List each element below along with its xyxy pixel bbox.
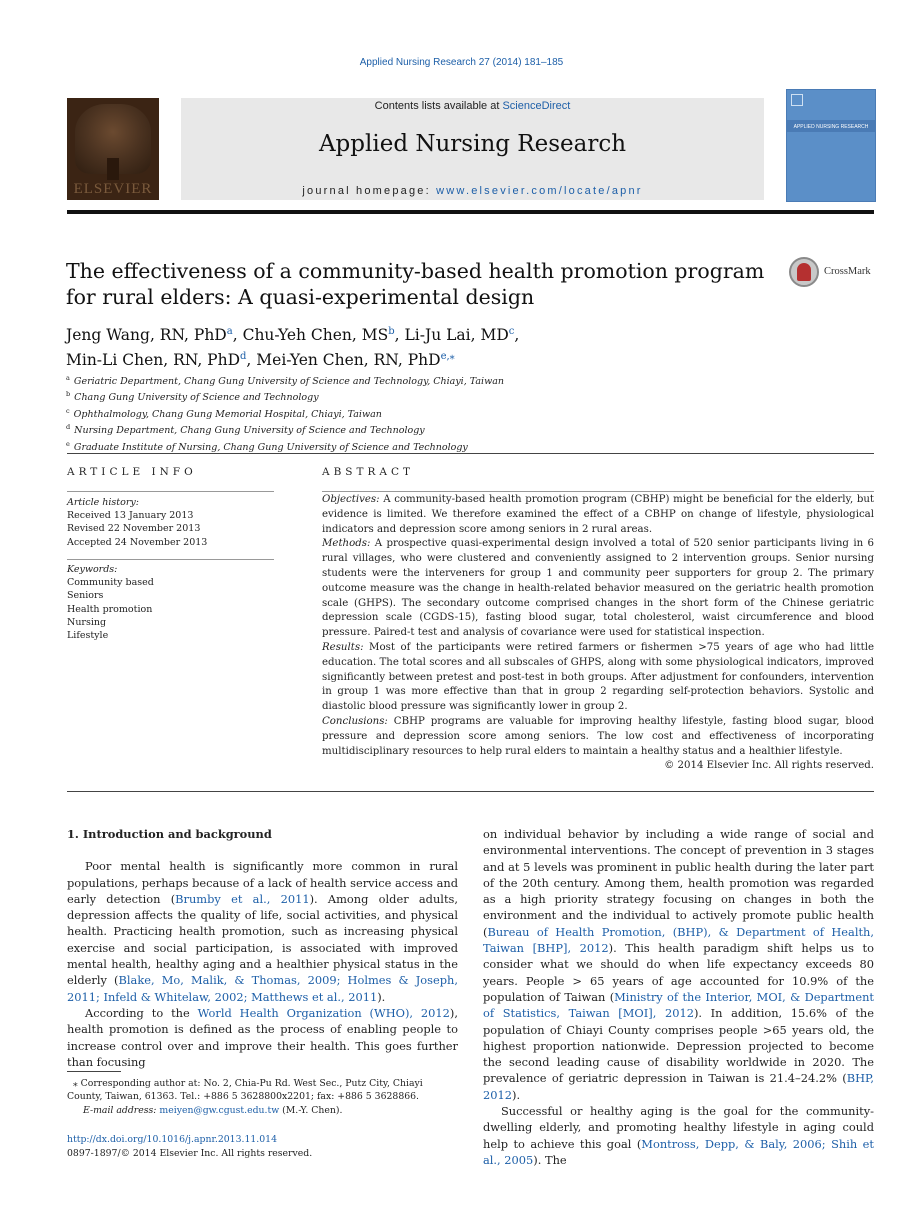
author-separator: , [394, 326, 405, 345]
author-separator: , [514, 326, 520, 345]
keyword-item: Lifestyle [67, 630, 109, 642]
journal-name: Applied Nursing Research [318, 131, 627, 157]
history-revised: Revised 22 November 2013 [67, 523, 201, 535]
abstract-body [322, 493, 874, 774]
article-history [67, 496, 277, 549]
body-paragraph: on individual behavior by including a wide range of social and environmental interventions. The concept of prevention in 3 stages and at 5 levels was prominent in public health during the later part of the 20th century. Among them, health promotion was regarded as a high priority strategy focusing on changes in both the environment and the individual to actively promote public health (Bureau of Health Promotion, (BHP), & Department of Health, Taiwan [BHP], 2012). This health paradigm shift helps us to consider what we should do when life expectancy exceeds 80 years. People > 65 years of age accounted for 10.9% of the population of Taiwan (Ministry of the Interior, MOI, & Department of Statistics, Taiwan [MOI], 2012). In addition, 15.6% of the population of Chiayi County comprises people >65 years old, the highest proportion nationwide. Depression projected to become the second leading cause of disability worldwide in 2020. The prevalence of geriatric depression in Taiwan is 21.4–24.2% (BHP, 2012). [483, 827, 874, 1102]
affiliation-divider [67, 453, 874, 454]
cover-logo-icon [791, 94, 803, 106]
tree-trunk-icon [107, 158, 119, 180]
abstract-conclusions: Conclusions: CBHP programs are valuable for improving healthy lifestyle, fasting blood sugar, blood pressure and depression score among seniors. The low cost and effectiveness of incorporating multidisciplinary resources to help rural elders to maintain a healthy status and a healthier lifestyle. [322, 715, 874, 757]
author-separator: , [246, 351, 257, 370]
author-affiliation-link[interactable]: d [240, 351, 247, 363]
affiliation-item: $^e$ Graduate Institute of Nursing, Chang Gung University of Science and Technology [66, 439, 468, 453]
citation-link[interactable]: Bureau of Health Promotion, (BHP), & Department of Health, Taiwan [BHP], 2012 [483, 924, 874, 956]
email-label: E-mail address: [83, 1104, 157, 1116]
affiliation-list [66, 372, 766, 454]
abstract-methods: Methods: A prospective quasi-experimental design involved a total of 520 senior participants living in 6 rural villages, who were clustered and conveniently assigned to 2 intervention groups. Senior nursing students were the interveners for group 1 and community peer supporters for group 2. The primary outcome measure was the change in health-related behavior measured on the geriatric health promotion scale (GHPS). The secondary outcome comprised changes in the short form of the Chinese geriatric depression scale (CGDS-15), fasting blood sugar, total cholesterol, waist circumference and blood pressure. Paired-t test and analysis of covariance were used for statistical inspection. [322, 538, 874, 639]
author-affiliation-link[interactable]: c [508, 326, 515, 337]
contents-line [181, 100, 764, 112]
author-name: Min-Li Chen, RN, PhD [66, 351, 241, 370]
keywords-divider [67, 559, 274, 560]
citation-link[interactable]: World Health Organization (WHO), 2012 [197, 1005, 450, 1020]
footnote-divider [67, 1071, 121, 1072]
author-affiliation-link[interactable]: a [226, 326, 233, 337]
crossmark-label: CrossMark [824, 266, 871, 277]
article-title: The effectiveness of a community-based health promotion program for rural elders: A quasi-experimental design [66, 259, 765, 309]
history-received: Received 13 January 2013 [67, 510, 194, 522]
homepage-link[interactable]: www.elsevier.com/locate/apnr [436, 185, 643, 197]
keyword-item: Community based [67, 577, 154, 589]
affiliation-item: $^b$ Chang Gung University of Science and Technology [66, 390, 319, 404]
author-name: Mei-Yen Chen, RN, PhD [256, 351, 441, 370]
author-name: Jeng Wang, RN, PhD [66, 326, 227, 345]
history-label: Article history: [67, 497, 139, 508]
abstract-objectives: Objectives: A community-based health promotion program (CBHP) might be beneficial for the elderly, but evidence is limited. We therefore examined the effect of a CBHP on change of lifestyle, physiological indicators and depression score among seniors in 2 rural areas. [322, 494, 874, 535]
article-identifiers [67, 1133, 467, 1160]
contents-prefix: Contents lists available at [374, 100, 503, 112]
history-accepted: Accepted 24 November 2013 [67, 536, 208, 548]
footnote-marker: ⁎ [73, 1078, 78, 1089]
citation-link[interactable]: BHP, 2012 [483, 1071, 874, 1102]
keywords [67, 563, 277, 642]
abstract-divider [322, 491, 874, 492]
keywords-label: Keywords: [67, 564, 118, 575]
article-info-divider [67, 491, 274, 492]
citation-link[interactable]: Blake, Mo, Malik, & Thomas, 2009; Holmes & Joseph, 2011; Infeld & Whitelaw, 2002; Matthews et al., 2011 [67, 973, 458, 1004]
keyword-item: Seniors [67, 590, 104, 602]
body-left-column [67, 826, 458, 1070]
keyword-item: Nursing [67, 616, 107, 628]
citation-link[interactable]: Brumby et al., 2011 [175, 891, 310, 906]
elsevier-logo[interactable] [67, 98, 159, 200]
affiliation-item: $^d$ Nursing Department, Chang Gung University of Science and Technology [66, 423, 425, 437]
running-header[interactable]: Applied Nursing Research 27 (2014) 181–185 [359, 57, 564, 68]
affiliation-item: $^a$ Geriatric Department, Chang Gung University of Science and Technology, Chiayi, Taiwan [66, 374, 504, 388]
keyword-item: Health promotion [67, 603, 153, 615]
sciencedirect-link[interactable]: ScienceDirect [502, 100, 571, 112]
citation-link[interactable]: Ministry of the Interior, MOI, & Department of Statistics, Taiwan [MOI], 2012 [483, 989, 874, 1021]
journal-cover-thumbnail[interactable] [786, 89, 876, 202]
body-paragraph: Poor mental health is significantly more common in rural populations, perhaps because of a lack of health service access and early detection (Brumby et al., 2011). Among older adults, depression affects the quality of life, social activities, and physical health. Practicing health promotion, such as increasing physical exercise and social participation, is associated with improved mental health, healthy aging and a healthier physical status in the elderly (Blake, Mo, Malik, & Thomas, 2009; Holmes & Joseph, 2011; Infeld & Whitelaw, 2002; Matthews et al., 2011). [67, 859, 458, 1004]
affiliation-item: $^c$ Ophthalmology, Chang Gung Memorial Hospital, Chiayi, Taiwan [66, 406, 382, 421]
author-affiliation-link[interactable]: b [388, 326, 395, 337]
journal-homepage [181, 185, 764, 197]
body-right-column [483, 826, 874, 1168]
author-name: Chu-Yeh Chen, MS [242, 326, 389, 345]
author-separator: , [232, 326, 243, 345]
body-paragraph: Successful or healthy aging is the goal for the community-dwelling elderly, and promoting healthy lifestyle in aging could help to achieve this goal (Montross, Depp, & Baly, 2006; Shih et al., 2005). The [483, 1104, 874, 1167]
crossmark-badge[interactable] [789, 257, 877, 291]
article-info-heading: ARTICLE INFO [67, 466, 197, 478]
crossmark-icon [789, 257, 819, 287]
section-heading: 1. Introduction and background [67, 827, 272, 841]
abstract-results: Results: Most of the participants were retired farmers or fishermen >75 years of age who had little education. The total scores and all subscales of GHPS, along with some physiological indicators, improved significantly between pretest and post-test in both groups. After adjustment for confounders, intervention in group 1 was more effective than that in group 2 regarding self-protection behaviors. Systolic and diastolic blood pressure was significantly lower in group 2. [322, 641, 874, 713]
abstract-bottom-divider [67, 791, 874, 792]
cover-title: APPLIED NURSING RESEARCH [793, 124, 869, 130]
citation-link[interactable]: Montross, Depp, & Baly, 2006; Shih et al., 2005 [483, 1136, 874, 1167]
abstract-copyright: © 2014 Elsevier Inc. All rights reserved. [664, 760, 874, 772]
author-name: Li-Ju Lai, MD [404, 326, 509, 345]
author-list [66, 321, 766, 371]
email-link[interactable]: meiyen@gw.cgust.edu.tw [159, 1104, 280, 1116]
abstract-heading: ABSTRACT [322, 466, 415, 478]
doi-link[interactable]: http://dx.doi.org/10.1016/j.apnr.2013.11.014 [67, 1134, 277, 1145]
homepage-prefix: journal homepage: [302, 185, 437, 197]
author-affiliation-link[interactable]: e,⁎ [440, 351, 455, 363]
corresponding-author-footnote: ⁎ Corresponding author at: No. 2, Chia-Pu Rd. West Sec., Putz City, Chiayi County, Taiwan, 61363. Tel.: +886 5 3628800x2201; fax: +886 5 3628866. E-mail address: meiyen@gw.cgust.edu.tw (M.-Y. Chen). [67, 1078, 423, 1116]
issn-line: 0897-1897/© 2014 Elsevier Inc. All rights reserved. [67, 1147, 313, 1159]
elsevier-wordmark: ELSEVIER [73, 181, 153, 197]
body-paragraph: According to the World Health Organization (WHO), 2012), health promotion is defined as the process of enabling people to increase control over and improve their health. This goes further than focusing [67, 1005, 458, 1069]
header-divider [67, 210, 874, 214]
